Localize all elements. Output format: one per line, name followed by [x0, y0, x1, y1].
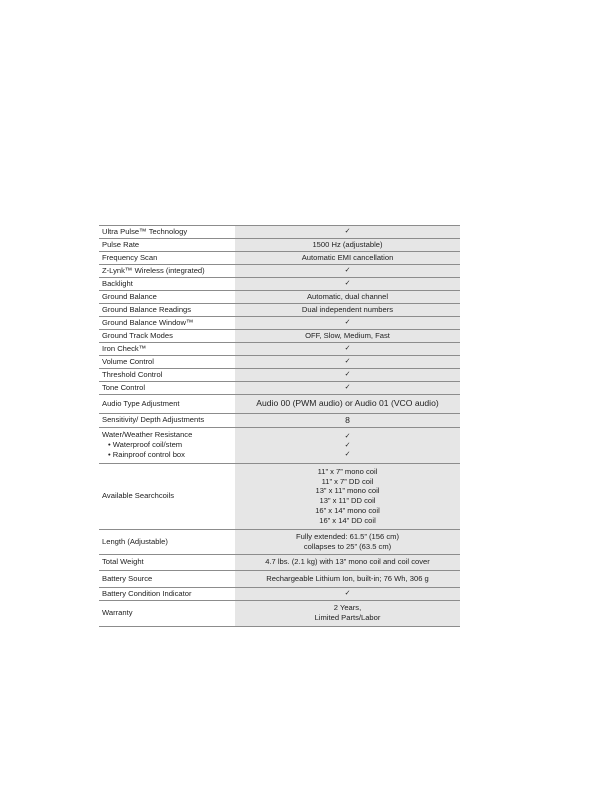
label-sensitivity: Sensitivity/ Depth Adjustments: [99, 413, 235, 427]
length-collapsed: collapses to 25” (63.5 cm): [303, 541, 392, 551]
row-pulse-rate: [99, 239, 460, 252]
label-audio-type: Audio Type Adjustment: [99, 394, 235, 413]
check-icon: ✓: [344, 431, 351, 440]
label-tone: Tone Control: [99, 381, 235, 394]
value-battery-source: Rechargeable Lithium Ion, built-in; 76 Wh, 306 g: [235, 570, 460, 587]
label-volume: Volume Control: [99, 356, 235, 369]
check-icon: ✓: [235, 587, 460, 600]
check-icon: ✓: [344, 449, 351, 458]
row-ground-balance: [99, 291, 460, 304]
label-weight: Total Weight: [99, 554, 235, 570]
check-icon: ✓: [235, 381, 460, 394]
row-iron-check: [99, 343, 460, 356]
label-gb-window: Ground Balance Window™: [99, 317, 235, 330]
row-searchcoils: [99, 463, 460, 529]
check-icon: ✓: [235, 278, 460, 291]
label-pulse-rate: Pulse Rate: [99, 239, 235, 252]
rainproof-box-label: • Rainproof control box: [108, 450, 185, 460]
value-audio-type: Audio 00 (PWM audio) or Audio 01 (VCO audio): [235, 394, 460, 413]
value-warranty: [235, 600, 460, 626]
coil-item: 13” x 11” DD coil: [319, 496, 376, 506]
row-volume: [99, 356, 460, 369]
check-icon: ✓: [344, 440, 351, 449]
label-threshold: Threshold Control: [99, 368, 235, 381]
label-frequency-scan: Frequency Scan: [99, 252, 235, 265]
value-gb-readings: Dual independent numbers: [235, 304, 460, 317]
row-weight: [99, 554, 460, 570]
water-resistance-checks: [235, 427, 460, 463]
row-warranty: [99, 600, 460, 626]
value-ground-track: OFF, Slow, Medium, Fast: [235, 330, 460, 343]
row-battery-source: [99, 570, 460, 587]
label-iron-check: Iron Check™: [99, 343, 235, 356]
value-weight: 4.7 lbs. (2.1 kg) with 13” mono coil and coil cover: [235, 554, 460, 570]
row-audio-type: [99, 394, 460, 413]
label-battery-indicator: Battery Condition Indicator: [99, 587, 235, 600]
row-water-resistance: [99, 427, 460, 463]
coil-item: 13” x 11” mono coil: [315, 486, 380, 496]
value-ground-balance: Automatic, dual channel: [235, 291, 460, 304]
label-length: Length (Adjustable): [99, 529, 235, 554]
length-extended: Fully extended: 61.5” (156 cm): [296, 531, 399, 541]
row-battery-indicator: [99, 587, 460, 600]
warranty-terms: Limited Parts/Labor: [314, 613, 381, 623]
check-icon: ✓: [235, 368, 460, 381]
value-frequency-scan: Automatic EMI cancellation: [235, 252, 460, 265]
check-icon: ✓: [235, 265, 460, 278]
label-z-lynk: Z-Lynk™ Wireless (integrated): [99, 265, 235, 278]
row-sensitivity: [99, 413, 460, 427]
row-ground-track: [99, 330, 460, 343]
waterproof-coil-label: • Waterproof coil/stem: [108, 440, 183, 450]
coil-item: 16” x 14” DD coil: [319, 515, 376, 525]
check-icon: ✓: [235, 343, 460, 356]
coil-item: 16” x 14” mono coil: [315, 506, 380, 516]
row-z-lynk: [99, 265, 460, 278]
row-ultra-pulse: [99, 226, 460, 239]
spec-table: [99, 225, 460, 627]
label-ultra-pulse: Ultra Pulse™ Technology: [99, 226, 235, 239]
value-searchcoils: [235, 463, 460, 529]
row-threshold: [99, 368, 460, 381]
row-gb-readings: [99, 304, 460, 317]
check-icon: ✓: [235, 356, 460, 369]
coil-item: 11” x 7” mono coil: [317, 466, 378, 476]
value-sensitivity: 8: [235, 413, 460, 427]
row-frequency-scan: [99, 252, 460, 265]
value-length: [235, 529, 460, 554]
coil-item: 11” x 7” DD coil: [321, 476, 374, 486]
label-warranty: Warranty: [99, 600, 235, 626]
check-icon: ✓: [235, 317, 460, 330]
label-backlight: Backlight: [99, 278, 235, 291]
row-gb-window: [99, 317, 460, 330]
row-backlight: [99, 278, 460, 291]
check-icon: ✓: [235, 226, 460, 239]
water-resistance-title: Water/Weather Resistance: [102, 430, 193, 440]
label-searchcoils: Available Searchcoils: [99, 463, 235, 529]
label-battery-source: Battery Source: [99, 570, 235, 587]
label-ground-balance: Ground Balance: [99, 291, 235, 304]
row-tone: [99, 381, 460, 394]
warranty-years: 2 Years,: [333, 603, 362, 613]
label-water-resistance: [99, 427, 235, 463]
value-pulse-rate: 1500 Hz (adjustable): [235, 239, 460, 252]
label-gb-readings: Ground Balance Readings: [99, 304, 235, 317]
row-length: [99, 529, 460, 554]
label-ground-track: Ground Track Modes: [99, 330, 235, 343]
